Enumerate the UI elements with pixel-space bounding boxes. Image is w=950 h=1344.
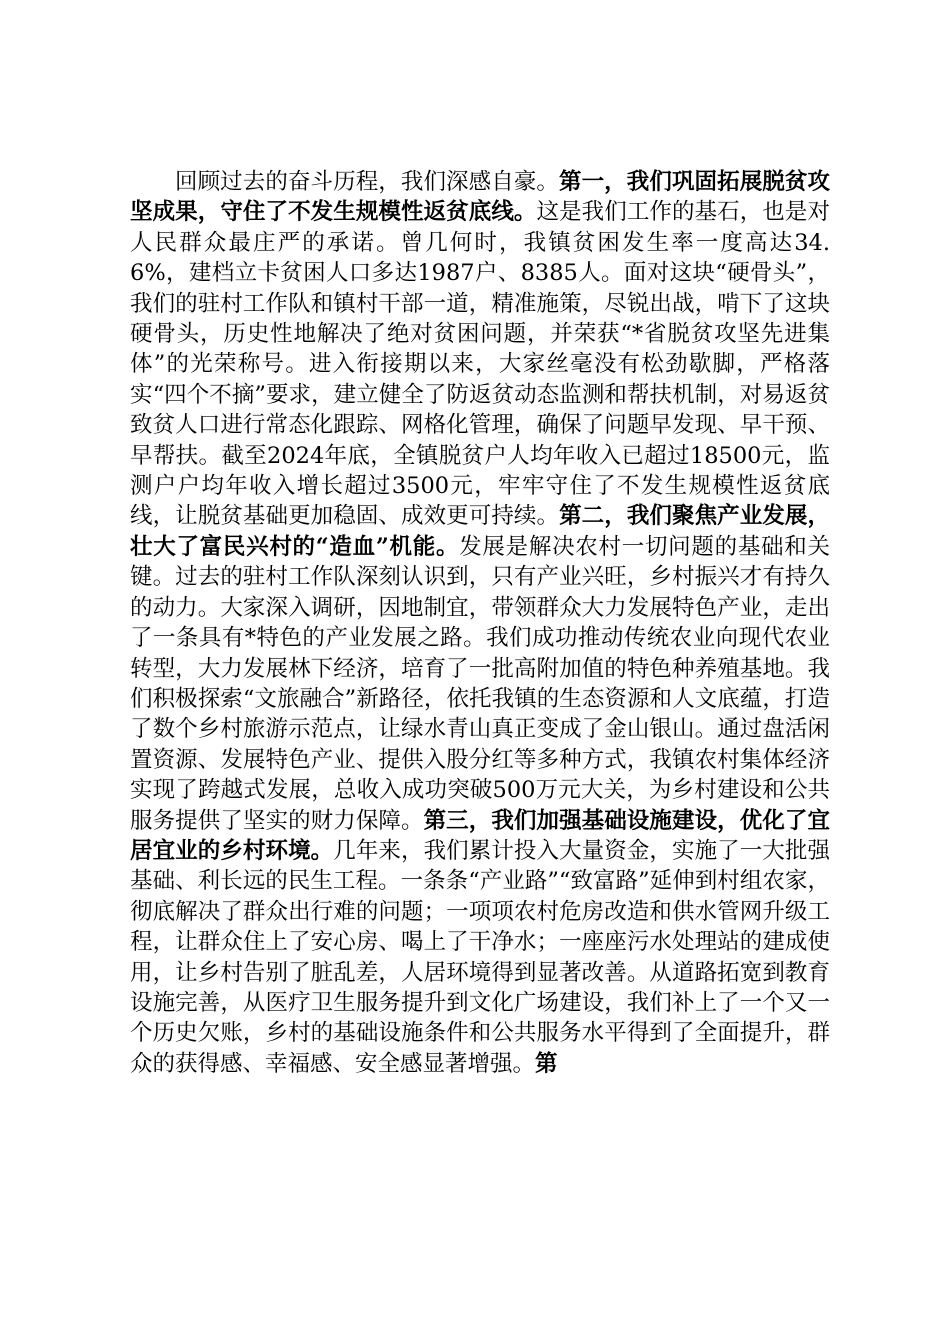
heading-point-four-start: 第 [535,1050,558,1077]
text-segment-intro: 回顾过去的奋斗历程，我们深感自豪。 [175,169,559,195]
text-segment-point-three: 几年来，我们累计投入大量资金，实施了一大批强基础、利长远的民生工程。一条条“产业路”“致富路”延伸到村组农家，彻底解决了群众出行难的问题；一项项农村危房改造和供水管网升级工程，让群众住上了安心房、喝上了干净水；一座座污水处理站的建成使用，让乡村告别了脏乱差，人居环境得到显著改善。从道路拓宽到教育设施完善，从医疗卫生服务提升到文化广场建设，我们补上了一个又一个历史欠账，乡村的基础设施条件和公共服务水平得到了全面提升，群众的获得感、幸福感、安全感显著增强。 [130,837,830,1077]
text-segment-point-two: 发展是解决农村一切问题的基础和关键。过去的驻村工作队深刻认识到，只有产业兴旺，乡村振兴才有持久的动力。大家深入调研，因地制宜，带领群众大力发展特色产业，走出了一条具有*特色的产业发展之路。我们成功推动传统农业向现代农业转型，大力发展林下经济，培育了一批高附加值的特色种养殖基地。我们积极探索“文旅融合”新路径，依托我镇的生态资源和人文底蕴，打造了数个乡村旅游示范点，让绿水青山真正变成了金山银山。通过盘活闲置资源、发展特色产业、提供入股分红等多种方式，我镇农村集体经济实现了跨越式发展，总收入成功突破500万元大关，为乡村建设和公共服务提供了坚实的财力保障。 [130,533,830,834]
heading-point-two: 第二，我们聚焦产业发展，壮大了富民兴村的“造血”机能。 [130,503,830,560]
heading-point-three: 第三，我们加强基础设施建设，优化了宜居宜业的乡村环境。 [130,807,830,864]
document-page [130,167,830,1079]
heading-point-one: 第一，我们巩固拓展脱贫攻坚成果，守住了不发生规模性返贫底线。 [130,169,830,226]
body-paragraph [130,167,830,1079]
text-segment-point-one: 这是我们工作的基石，也是对人民群众最庄严的承诺。曾几何时，我镇贫困发生率一度高达34.6%，建档立卡贫困人口多达1987户、8385人。面对这块“硬骨头”，我们的驻村工作队和镇村干部一道，精准施策，尽锐出战，啃下了这块硬骨头，历史性地解决了绝对贫困问题，并荣获“*省脱贫攻坚先进集体”的光荣称号。进入衔接期以来，大家丝毫没有松劲歇脚，严格落实“四个不摘”要求，建立健全了防返贫动态监测和帮扶机制，对易返贫致贫人口进行常态化跟踪、网格化管理，确保了问题早发现、早干预、早帮扶。截至2024年底，全镇脱贫户人均年收入已超过18500元，监测户户均年收入增长超过3500元，牢牢守住了不发生规模性返贫底线，让脱贫基础更加稳固、成效更可持续。 [130,199,830,530]
